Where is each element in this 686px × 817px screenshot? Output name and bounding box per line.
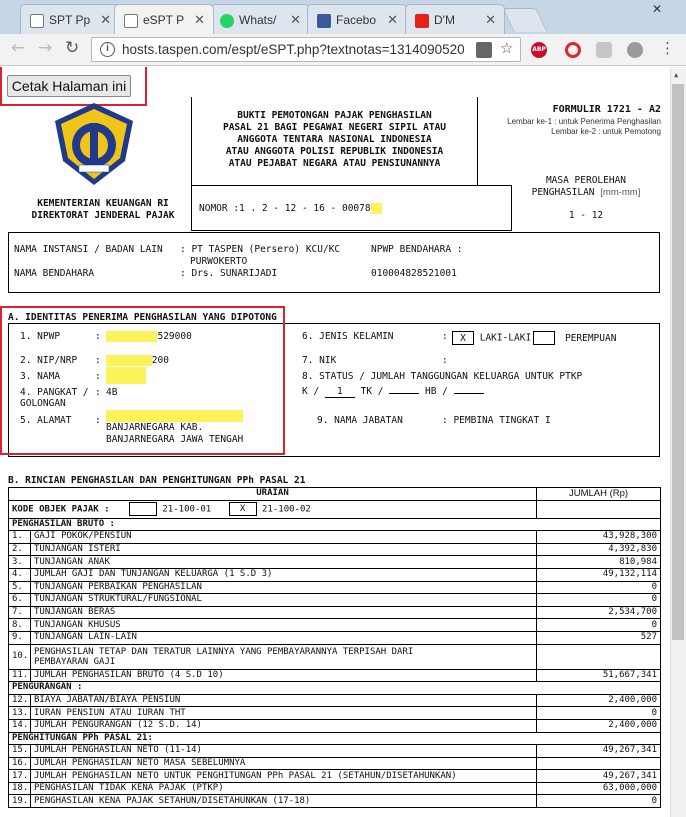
kode-value: 21-100-02: [262, 504, 311, 515]
row-label: JUMLAH PENGHASILAN NETO (11-14): [31, 745, 537, 758]
pengurangan-head-row: [9, 682, 661, 695]
nama-value: [106, 367, 146, 384]
row-number: 13.: [9, 707, 31, 720]
row-value: 2,400,000: [537, 694, 661, 707]
row-value: 0: [537, 619, 661, 632]
table-row: [9, 694, 661, 707]
row-number: 4.: [9, 568, 31, 581]
colon: :: [442, 331, 448, 342]
redacted-highlight: [106, 410, 243, 422]
instansi-box: [8, 232, 660, 293]
row-value: 43,928,300: [537, 531, 661, 544]
row-label: JUMLAH GAJI DAN TUNJANGAN KELUARGA (1 S.D 3): [31, 568, 537, 581]
facebook-icon: [317, 14, 331, 28]
colon: :: [95, 371, 101, 382]
row-value: 0: [537, 594, 661, 607]
alamat-value: [106, 410, 243, 446]
row-label: PENGHASILAN TIDAK KENA PAJAK (PTKP): [31, 782, 537, 795]
page-content: [0, 67, 670, 817]
nomor-value: 1 . 2 - 12 - 16 - 00078: [239, 203, 371, 214]
opera-icon[interactable]: [565, 42, 581, 58]
print-button[interactable]: Cetak Halaman ini: [7, 75, 131, 97]
url-text: hosts.taspen.com/espt/eSPT.php?textnotas=1314090520: [122, 42, 465, 57]
form-code: FORMULIR 1721 - A2: [552, 104, 661, 115]
bendahara-value: : Drs. SUNARIJADI: [180, 268, 278, 279]
document-icon: [30, 14, 44, 28]
section-b-title: B. RINCIAN PENGHASILAN DAN PENGHITUNGAN PPh PASAL 21: [8, 475, 306, 486]
row-number: 7.: [9, 606, 31, 619]
row-label: TUNJANGAN LAIN-LAIN: [31, 631, 537, 644]
table-row: [9, 669, 661, 682]
row-value: 49,132,114: [537, 568, 661, 581]
table-row: [9, 556, 661, 569]
lembar-line: Lembar ke-1 : untuk Penerima Penghasilan: [507, 117, 661, 126]
row-value: 49,267,341: [537, 770, 661, 783]
alamat-label: 5. ALAMAT: [20, 415, 72, 426]
whatsapp-icon: [220, 14, 234, 28]
close-icon[interactable]: ✕: [100, 12, 111, 27]
status-hb-value: [454, 393, 484, 394]
row-label: JUMLAH PENGHASILAN NETO UNTUK PENGHITUNGAN PPh PASAL 21 (SETAHUN/DISETAHUNKAN): [31, 770, 537, 783]
perempuan-checkbox: [533, 331, 555, 345]
colon: :: [95, 355, 101, 366]
reload-icon[interactable]: ↻: [65, 38, 80, 58]
row-value: 810,984: [537, 556, 661, 569]
table-row: [9, 531, 661, 544]
row-number: 17.: [9, 770, 31, 783]
table-row: [9, 619, 661, 632]
ministry-line: DIREKTORAT JENDERAL PAJAK: [31, 210, 175, 221]
row-number: 12.: [9, 694, 31, 707]
form-title-line: ATAU PEJABAT NEGARA ATAU PENSIUNANNYA: [228, 158, 441, 169]
kode-value: 21-100-01: [162, 504, 212, 515]
instansi-value: PURWOKERTO: [190, 256, 248, 267]
kode-objek-row: [9, 500, 661, 518]
jenis-kelamin-options: [452, 331, 616, 345]
jabatan-label: 9. NAMA JABATAN: [317, 415, 403, 426]
perempuan-label: PEREMPUAN: [564, 332, 617, 344]
row-label-line: PENGHASILAN TETAP DAN TERATUR LAINNYA YANG PEMBAYARANNYA TERPISAH DARI: [34, 646, 414, 657]
bruto-head-row: [9, 518, 661, 531]
table-row: [9, 707, 661, 720]
jabatan-value: : PEMBINA TINGKAT I: [442, 415, 551, 426]
row-label: BIAYA JABATAN/BIAYA PENSIUN: [31, 694, 537, 707]
uraian-header: URAIAN: [9, 488, 537, 501]
form-title-line: BUKTI PEMOTONGAN PAJAK PENGHASILAN: [237, 110, 432, 121]
row-label: PENGHASILAN KENA PAJAK SETAHUN/DISETAHUNKAN (17-18): [31, 795, 537, 808]
status-tk-label: TK /: [360, 386, 384, 397]
masa-value: 1 - 12: [568, 210, 604, 221]
info-icon[interactable]: i: [100, 42, 115, 57]
row-value: 2,534,700: [537, 606, 661, 619]
row-label: JUMLAH PENGURANGAN (12 S.D. 14): [31, 719, 537, 732]
row-number: 5.: [9, 581, 31, 594]
table-row: [9, 594, 661, 607]
lembar-info: [470, 117, 661, 137]
form-title: [191, 110, 478, 170]
alamat-line: BANJARNEGARA KAB.: [106, 422, 204, 433]
redacted-highlight: [106, 355, 152, 366]
colon: :: [95, 387, 101, 398]
nip-visible: 200: [151, 355, 169, 366]
pph-head: PENGHITUNGAN PPh PASAL 21:: [9, 732, 661, 745]
row-number: 1.: [9, 531, 31, 544]
table-header: [9, 488, 661, 501]
extension-icon[interactable]: [627, 42, 643, 58]
npwp-bendahara-label: NPWP BENDAHARA :: [371, 244, 463, 255]
table-row: [9, 606, 661, 619]
new-tab-button[interactable]: [502, 8, 547, 32]
laki-laki-checkbox: X: [452, 331, 474, 345]
row-value: 0: [537, 707, 661, 720]
row-label: JUMLAH PENGHASILAN BRUTO (4 S.D 10): [31, 669, 537, 682]
npwp-label: 1. NPWP: [20, 331, 61, 342]
tab-whatsapp[interactable]: [210, 4, 310, 34]
row-number: 3.: [9, 556, 31, 569]
extension-icon[interactable]: [596, 42, 612, 58]
table-row: [9, 568, 661, 581]
table-row: [9, 543, 661, 556]
row-value: 4,392,830: [537, 543, 661, 556]
row-number: 18.: [9, 782, 31, 795]
row-number: 8.: [9, 619, 31, 632]
table-row: [9, 795, 661, 808]
ministry-title: [16, 198, 190, 222]
row-label: TUNJANGAN BERAS: [31, 606, 537, 619]
nama-label: 3. NAMA: [20, 371, 61, 382]
pph-head-row: [9, 732, 661, 745]
kode-objek-cell: [9, 500, 537, 518]
row-number: 15.: [9, 745, 31, 758]
jumlah-header: JUMLAH (Rp): [537, 488, 661, 501]
table-row: [9, 581, 661, 594]
close-icon[interactable]: ✕: [290, 12, 301, 27]
row-label: TUNJANGAN KHUSUS: [31, 619, 537, 632]
row-value: [537, 644, 661, 669]
colon: :: [95, 415, 101, 426]
row-label-line: PEMBAYARAN GAJI: [34, 656, 116, 667]
colon: :: [442, 355, 448, 366]
instansi-value: : PT TASPEN (Persero) KCU/KC: [180, 244, 341, 255]
redacted-highlight: [106, 331, 157, 342]
row-number: 11.: [9, 669, 31, 682]
row-number: 16.: [9, 757, 31, 770]
form-title-line: PASAL 21 BAGI PEGAWAI NEGERI SIPIL ATAU: [222, 122, 447, 133]
row-number: 2.: [9, 543, 31, 556]
row-value: 527: [537, 631, 661, 644]
tab-espt[interactable]: [114, 4, 214, 34]
colon: :: [95, 331, 101, 342]
close-icon[interactable]: ✕: [387, 12, 398, 27]
row-value: 0: [537, 581, 661, 594]
pangkat-label: [20, 387, 89, 409]
jenis-kelamin-label: 6. JENIS KELAMIN: [302, 331, 394, 342]
bruto-head: PENGHASILAN BRUTO :: [9, 518, 661, 531]
status-values: [302, 386, 484, 398]
status-hb-label: HB /: [425, 386, 448, 397]
kode-checkbox: [129, 502, 157, 516]
scrollbar-thumb[interactable]: [672, 84, 684, 640]
nip-value: [106, 355, 169, 366]
table-row: [9, 719, 661, 732]
row-value: 2,400,000: [537, 719, 661, 732]
empty-cell: [537, 500, 661, 518]
kemenkeu-logo: [53, 101, 135, 187]
bookmark-star-icon[interactable]: ☆: [500, 39, 514, 57]
row-number: 6.: [9, 594, 31, 607]
tab-strip: [0, 0, 686, 34]
forward-icon[interactable]: →: [38, 38, 53, 58]
status-k-label: K /: [302, 386, 320, 397]
table-row: [9, 745, 661, 758]
tab-label: Facebo: [336, 13, 377, 27]
tab-label: SPT Pp: [49, 13, 91, 27]
lembar-line: Lembar ke-2 : untuk Pemotong: [551, 127, 661, 136]
tab-label: Whats/: [239, 13, 277, 27]
close-icon[interactable]: ✕: [485, 12, 496, 27]
masa-line: MASA PEROLEHAN: [545, 175, 627, 186]
kode-label: KODE OBJEK PAJAK :: [12, 504, 110, 515]
nomor-label: NOMOR :: [199, 203, 240, 214]
tab-facebook[interactable]: [307, 4, 407, 34]
document-icon: [124, 14, 138, 28]
masa-unit: [mm-mm]: [600, 187, 641, 198]
section-a-title: A. IDENTITAS PENERIMA PENGHASILAN YANG DIPOTONG: [8, 312, 277, 323]
translate-icon[interactable]: [476, 42, 492, 58]
tab-youtube[interactable]: [405, 4, 505, 34]
pangkat-value: 4B: [106, 387, 118, 398]
close-icon[interactable]: ✕: [194, 12, 205, 27]
row-value: 49,267,341: [537, 745, 661, 758]
kode-checkbox: X: [229, 502, 257, 516]
table-row: [9, 644, 661, 669]
instansi-label: NAMA INSTANSI / BADAN LAIN: [14, 244, 163, 255]
nik-label: 7. NIK: [302, 355, 337, 366]
row-value: 51,667,341: [537, 669, 661, 682]
back-icon[interactable]: ←: [11, 38, 26, 58]
row-label: [31, 644, 537, 669]
address-bar[interactable]: [91, 37, 521, 62]
scroll-up-icon[interactable]: ▲: [674, 71, 679, 79]
pengurangan-head: PENGURANGAN :: [9, 682, 661, 695]
row-label: TUNJANGAN ISTERI: [31, 543, 537, 556]
alamat-line: BANJARNEGARA JAWA TENGAH: [106, 434, 244, 445]
row-label: TUNJANGAN STRUKTURAL/FUNGSIONAL: [31, 594, 537, 607]
form-title-line: ATAU ANGGOTA POLISI REPUBLIK INDONESIA: [225, 146, 444, 157]
ministry-line: KEMENTERIAN KEUANGAN RI: [37, 198, 169, 209]
bendahara-label: NAMA BENDAHARA: [14, 268, 95, 279]
table-row: [9, 770, 661, 783]
row-number: 14.: [9, 719, 31, 732]
row-label: JUMLAH PENGHASILAN NETO MASA SEBELUMNYA: [31, 757, 537, 770]
masa-line: PENGHASILAN: [531, 187, 595, 198]
adblock-icon[interactable]: ABP: [531, 42, 547, 58]
row-value: 63,000,000: [537, 782, 661, 795]
row-value: 0: [537, 795, 661, 808]
masa-perolehan: [512, 175, 660, 222]
table-row: [9, 782, 661, 795]
row-label: TUNJANGAN ANAK: [31, 556, 537, 569]
form-title-line: ANGGOTA TENTARA NASIONAL INDONESIA: [237, 134, 432, 145]
redacted-highlight: [371, 203, 382, 214]
rincian-table: [8, 487, 661, 808]
row-number: 19.: [9, 795, 31, 808]
row-value: [537, 757, 661, 770]
tab-spt[interactable]: [20, 4, 120, 34]
status-tk-value: [389, 393, 419, 394]
table-row: [9, 757, 661, 770]
pangkat-line: 4. PANGKAT /: [20, 387, 89, 398]
row-label: TUNJANGAN PERBAIKAN PENGHASILAN: [31, 581, 537, 594]
npwp-bendahara-value: 010004828521001: [371, 268, 457, 279]
laki-laki-label: LAKI-LAKI: [479, 332, 532, 344]
nip-label: 2. NIP/NRP: [20, 355, 78, 366]
pangkat-line: GOLONGAN: [20, 398, 66, 409]
tab-label: D'M: [434, 13, 455, 27]
menu-icon[interactable]: ⋮: [660, 39, 675, 57]
nomor-field: [199, 203, 382, 214]
browser-toolbar: [0, 34, 686, 66]
row-number: 10.: [9, 644, 31, 669]
row-label: IURAN PENSIUN ATAU IURAN THT: [31, 707, 537, 720]
table-row: [9, 631, 661, 644]
youtube-icon: [415, 14, 429, 28]
status-k-value: 1: [325, 386, 355, 398]
status-label: 8. STATUS / JUMLAH TANGGUNGAN KELUARGA UNTUK PTKP: [302, 371, 583, 382]
row-label: GAJI POKOK/PENSIUN: [31, 531, 537, 544]
window-close-icon[interactable]: ✕: [652, 2, 663, 16]
npwp-visible: 529000: [157, 331, 192, 342]
tab-label: eSPT P: [143, 13, 185, 27]
npwp-value: [106, 331, 192, 342]
row-number: 9.: [9, 631, 31, 644]
